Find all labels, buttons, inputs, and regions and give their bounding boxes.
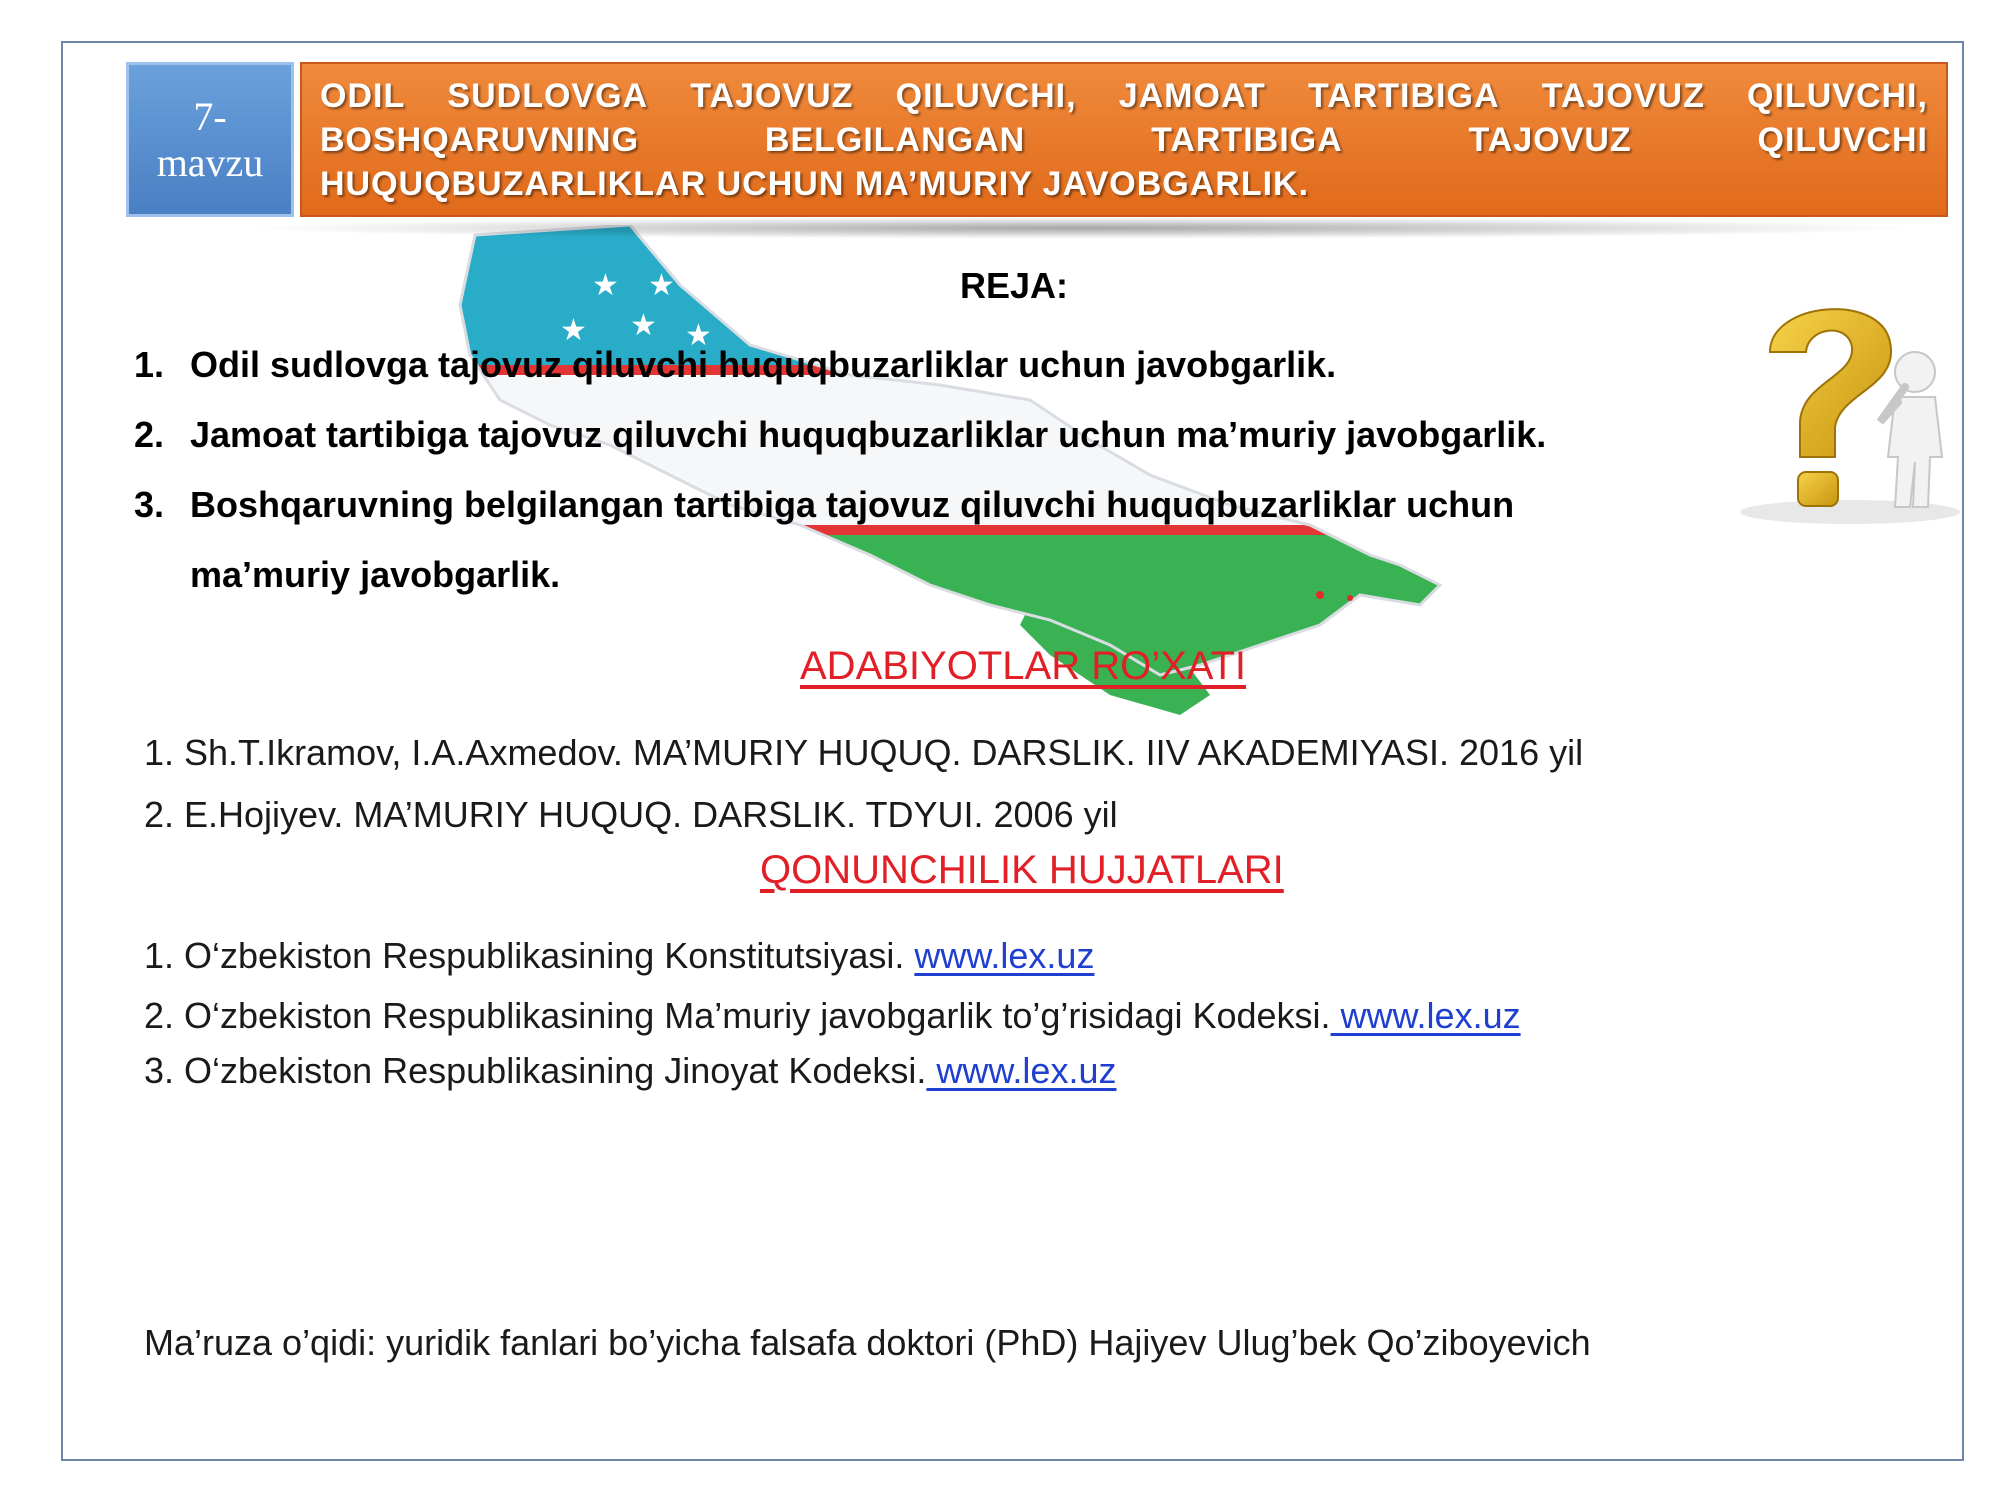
plan-heading: REJA:	[960, 265, 1069, 306]
plan-item-number	[134, 540, 190, 610]
svg-text:★: ★	[630, 308, 657, 343]
plan-item-text: Odil sudlovga tajovuz qiluvchi huquqbuzarliklar uchun javobgarlik.	[190, 344, 1337, 385]
slide-title	[300, 62, 1948, 217]
svg-text:★: ★	[685, 318, 712, 353]
title-word: QILUVCHI,	[1747, 77, 1928, 115]
legislation-heading: QONUNCHILIK HUJJATLARI	[760, 848, 1284, 892]
title-line-3	[320, 162, 1928, 206]
title-word: BELGILANGAN	[764, 121, 1026, 159]
topic-word: mavzu	[156, 139, 264, 185]
plan-item-text: Boshqaruvning belgilangan tartibiga tajovuz qiluvchi huquqbuzarliklar uchun	[190, 484, 1515, 525]
legislation-item	[144, 1045, 1521, 1097]
title-shadow	[240, 217, 1920, 239]
plan-item-number: 3.	[134, 484, 165, 525]
title-word: TARTIBIGA	[1151, 121, 1343, 159]
title-line-1	[320, 74, 1928, 118]
svg-text:★: ★	[710, 278, 737, 313]
legislation-item	[144, 987, 1521, 1045]
plan-item-number: 2.	[134, 414, 165, 455]
legislation-item-text: 2. O‘zbekiston Respublikasining Ma’muriy javobgarlik to’g’risidagi Kodeksi.	[144, 995, 1331, 1036]
title-word: TAJOVUZ	[1468, 121, 1632, 159]
plan-item	[134, 470, 1914, 540]
plan-item-text: ma’muriy javobgarlik.	[190, 554, 561, 595]
literature-item: 1. Sh.T.Ikramov, I.A.Axmedov. MA’MURIY HUQUQ. DARSLIK. IIV AKADEMIYASI. 2016 yil	[144, 732, 1584, 773]
plan-item	[134, 400, 1914, 470]
plan-item	[134, 540, 1914, 610]
lex-uz-link[interactable]: www.lex.uz	[926, 1050, 1117, 1091]
plan-item-text: Jamoat tartibiga tajovuz qiluvchi huquqbuzarliklar uchun ma’muriy javobgarlik.	[190, 414, 1547, 455]
topic-number: 7-	[193, 93, 227, 139]
title-word: HUQUQBUZARLIKLAR UCHUN MA’MURIY JAVOBGARLIK.	[320, 165, 1310, 203]
title-word: TARTIBIGA	[1307, 77, 1500, 115]
legislation-item-text: 1. O‘zbekiston Respublikasining Konstitutsiyasi.	[144, 935, 915, 976]
literature-heading: ADABIYOTLAR RO’XATI	[800, 644, 1247, 688]
svg-text:★: ★	[560, 313, 587, 348]
legislation-item-text: 3. O‘zbekiston Respublikasining Jinoyat Kodeksi.	[144, 1050, 927, 1091]
lex-uz-link[interactable]: www.lex.uz	[1330, 995, 1521, 1036]
svg-text:★: ★	[648, 268, 675, 303]
title-word: TAJOVUZ	[690, 77, 854, 115]
topic-number-box	[126, 62, 294, 217]
plan-item	[134, 330, 1914, 400]
title-line-2	[320, 118, 1928, 162]
lex-uz-link[interactable]: www.lex.uz	[914, 935, 1095, 976]
title-word: SUDLOVGA	[447, 77, 649, 115]
title-word: TAJOVUZ	[1541, 77, 1705, 115]
literature-item: 2. E.Hojiyev. MA’MURIY HUQUQ. DARSLIK. TDYUI. 2006 yil	[144, 794, 1118, 835]
title-word: BOSHQARUVNING	[320, 121, 640, 159]
lecturer-line: Ma’ruza o’qidi: yuridik fanlari bo’yicha falsafa doktori (PhD) Hajiyev Ulug’bek Qo’ziboyevich	[144, 1322, 1591, 1363]
plan-item-number: 1.	[134, 344, 165, 385]
title-word: JAMOAT	[1118, 77, 1266, 115]
title-word: QILUVCHI,	[895, 77, 1077, 115]
svg-text:★: ★	[592, 268, 619, 303]
plan-list	[134, 330, 1914, 610]
literature-list	[144, 722, 1583, 846]
legislation-item	[144, 925, 1521, 987]
title-word: QILUVCHI	[1757, 121, 1928, 159]
title-word: ODIL	[320, 77, 406, 115]
legislation-list	[144, 925, 1521, 1097]
